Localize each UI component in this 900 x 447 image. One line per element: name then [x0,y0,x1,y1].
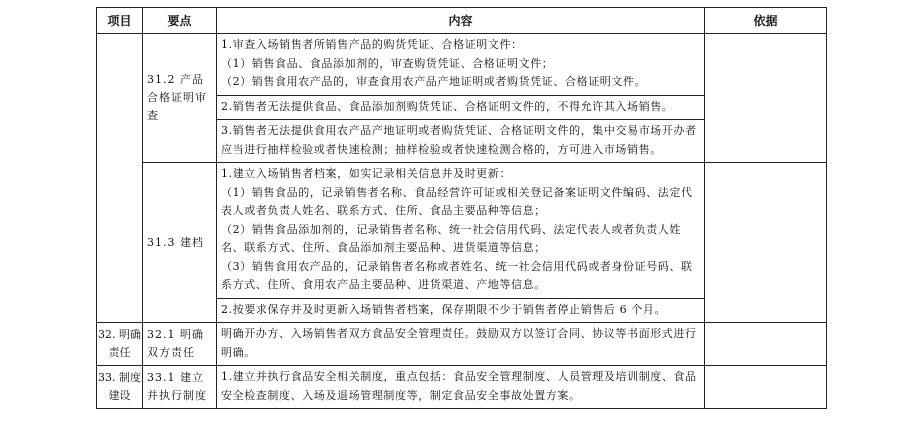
header-basis: 依据 [705,8,827,34]
item-cell: 32. 明确责任 [97,323,143,366]
header-point: 要点 [143,8,217,34]
content-paragraph [217,366,704,408]
content-paragraph [217,95,704,120]
point-cell: 32.1 明确双方责任 [143,323,217,366]
header-content: 内容 [217,8,705,34]
content-line: 1.建立并执行食品安全相关制度，重点包括：食品安全管理制度、人员管理及培训制度、食品安全检查制度、入场及退场管理制度等，制定食品安全事故处置方案。 [221,370,697,402]
content-cell [217,163,705,323]
content-cell [217,34,705,163]
content-cell [217,323,705,366]
basis-cell [705,323,827,366]
point-cell: 33.1 建立并执行制度 [143,366,217,409]
content-line: 1.审查入场销售者所销售产品的购货凭证、合格证明文件： [221,38,523,51]
table-row [97,323,827,366]
content-line: 1.建立入场销售者档案，如实记录相关信息并及时更新： [221,167,512,180]
content-line: 3.销售者无法提供食用农产品产地证明或者购货凭证、合格证明文件的，集中交易市场开办者应当进行抽样检验或者快速检测；抽样检验或者快速检测合格的，方可进入市场销售。 [221,124,697,156]
point-cell: 31.3 建档 [143,163,217,323]
content-cell [217,366,705,409]
table-row [97,163,827,323]
content-line: 2.销售者无法提供食品、食品添加剂购货凭证、合格证明文件的，不得允许其入场销售。 [221,99,674,113]
table-row [97,34,827,163]
point-cell: 31.2 产品合格证明审查 [143,34,217,163]
content-line: （1）销售食品、食品添加剂的，审查购货凭证、合格证明文件； [221,56,554,70]
basis-cell [705,163,827,323]
basis-cell [705,34,827,163]
content-line: （2）销售食品添加剂的，记录销售者名称、统一社会信用代码、法定代表人或者负责人姓名、联系方式、住所、食品添加剂主要品种、进货渠道等信息； [221,222,681,254]
content-paragraph [217,34,704,95]
standards-table [96,7,827,409]
content-paragraph [217,298,704,323]
table-row [97,366,827,409]
content-line: 2.按要求保存并及时更新入场销售者档案，保存期限不少于销售者停止销售后 6 个月。 [221,302,667,316]
content-line: （2）销售食用农产品的，审查食用农产品产地证明或者购货凭证、合格证明文件。 [221,75,647,88]
content-line: 明确开办方、入场销售者双方食品安全管理责任。鼓励双方以签订合同、协议等书面形式进行明确。 [221,327,697,359]
content-paragraph [217,119,704,162]
content-paragraph [217,163,704,298]
header-row [97,8,827,34]
basis-cell [705,366,827,409]
item-cell [97,34,143,323]
item-cell: 33. 制度建设 [97,366,143,409]
content-paragraph [217,323,704,365]
content-line: （3）销售食用农产品的，记录销售者名称或者姓名、统一社会信用代码或者身份证号码、联系方式、住所、食用农产品主要品种、进货渠道、产地等信息。 [221,259,693,291]
header-item: 项目 [97,8,143,34]
content-line: （1）销售食品的，记录销售者名称、食品经营许可证或相关登记备案证明文件编码、法定代表人或者负责人姓名、联系方式、住所、食品主要品种等信息； [221,185,693,217]
